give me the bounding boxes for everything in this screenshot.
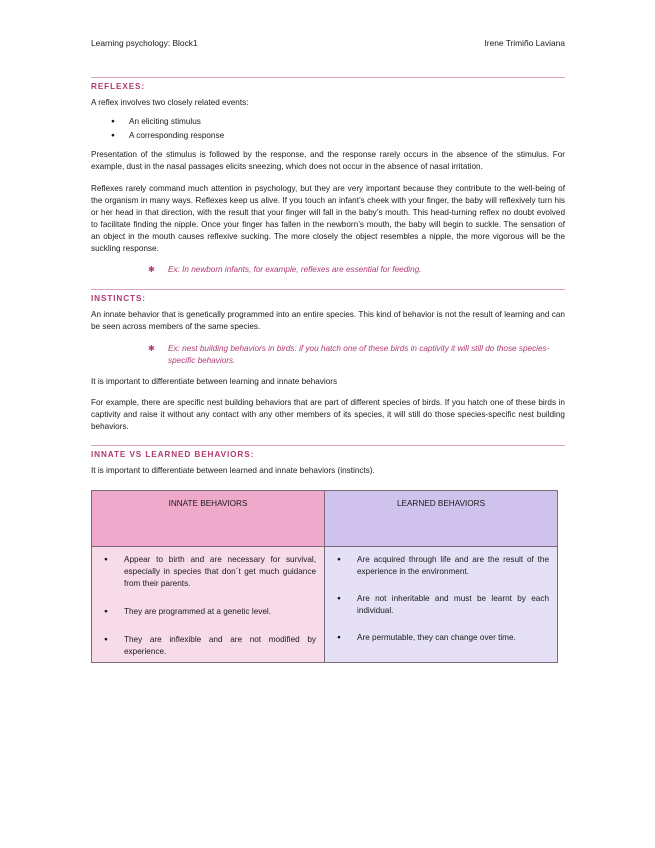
section-divider bbox=[91, 445, 565, 446]
innate-header: INNATE BEHAVIORS bbox=[92, 491, 325, 547]
header-right: Irene Trimiño Laviana bbox=[484, 38, 565, 48]
innate-vs-learned-intro: It is important to differentiate between learned and innate behaviors (instincts). bbox=[91, 466, 375, 475]
example-text: Ex: nest building behaviors in birds: if you hatch one of these birds in captivity it will still do those species-specific behaviors. bbox=[168, 344, 550, 365]
example-text: Ex: In newborn infants, for example, reflexes are essential for feeding. bbox=[168, 265, 422, 274]
section-divider bbox=[91, 289, 565, 290]
list-item: ● Appear to birth and are necessary for survival, especially in species that don´t get much guidance from their parents. bbox=[104, 554, 316, 590]
innate-cell bbox=[92, 547, 325, 663]
reflexes-paragraph-1: Presentation of the stimulus is followed by the response, and the response rarely occurs in the absence of the stimulus. For example, dust in the nasal passages elicits sneezing, which does not occur in the absence of nasal irritation. bbox=[91, 150, 565, 171]
instincts-example bbox=[148, 343, 565, 367]
table-header-row bbox=[92, 491, 558, 547]
section-title: INNATE VS LEARNED BEHAVIORS: bbox=[91, 450, 255, 459]
list-item: ● Are not inheritable and must be learnt by each individual. bbox=[337, 593, 549, 617]
section-instincts bbox=[91, 289, 565, 433]
document-page bbox=[91, 38, 565, 663]
section-title: REFLEXES: bbox=[91, 82, 146, 91]
reflexes-paragraph-2: Reflexes rarely command much attention in psychology, but they are very important because they contribute to the well-being of the organism in many ways. Reflexes keep us alive. If you touch an infant’s cheek with your finger, the baby will reflexively turn his or her head in that direction, with the result that your finger will fall in the baby’s mouth. This head-turning reflex no doubt evolved to facilitate finding the nipple. Once your finger has fallen in the newborn’s mouth, the baby will begin to suckle. The sensation of an object in the mouth causes reflexive sucking. The more closely the object resembles a nipple, the more vigorous will be the suckling response. bbox=[91, 184, 565, 253]
instincts-paragraph-2: It is important to differentiate between learning and innate behaviors bbox=[91, 377, 338, 386]
list-item: ● Are acquired through life and are the result of the experience in the environment. bbox=[337, 554, 549, 578]
instincts-paragraph-3: For example, there are specific nest building behaviors that are part of different species of birds. If you hatch one of these birds in captivity and raise it without any contact with any other members of its species, it will still do those species-specific nest building behaviors. bbox=[91, 398, 565, 431]
reflexes-intro: A reflex involves two closely related events: bbox=[91, 98, 249, 107]
section-reflexes bbox=[91, 77, 565, 276]
header-left: Learning psychology: Block1 bbox=[91, 38, 198, 48]
list-item: ● They are inflexible and are not modified by experience. bbox=[104, 634, 316, 658]
learned-cell bbox=[325, 547, 558, 663]
list-item: ● Are permutable, they can change over time. bbox=[337, 632, 549, 644]
page-header bbox=[91, 38, 565, 48]
table-row bbox=[92, 547, 558, 663]
comparison-table bbox=[91, 490, 558, 663]
reflexes-example bbox=[148, 264, 565, 276]
instincts-paragraph-1: An innate behavior that is genetically programmed into an entire species. This kind of behavior is not the result of learning and can be seen across members of the same species. bbox=[91, 310, 565, 331]
section-innate-vs-learned bbox=[91, 445, 565, 663]
list-item: ● They are programmed at a genetic level. bbox=[104, 606, 316, 618]
innate-list bbox=[92, 547, 324, 662]
learned-header: LEARNED BEHAVIORS bbox=[325, 491, 558, 547]
star-icon: ✱ bbox=[148, 265, 155, 274]
section-divider bbox=[91, 77, 565, 78]
reflexes-bullets bbox=[91, 115, 565, 143]
list-item: ● An eliciting stimulus bbox=[111, 115, 565, 129]
section-title: INSTINCTS: bbox=[91, 294, 146, 303]
list-item: ● A corresponding response bbox=[111, 129, 565, 143]
learned-list bbox=[325, 547, 557, 648]
star-icon: ✱ bbox=[148, 344, 155, 353]
